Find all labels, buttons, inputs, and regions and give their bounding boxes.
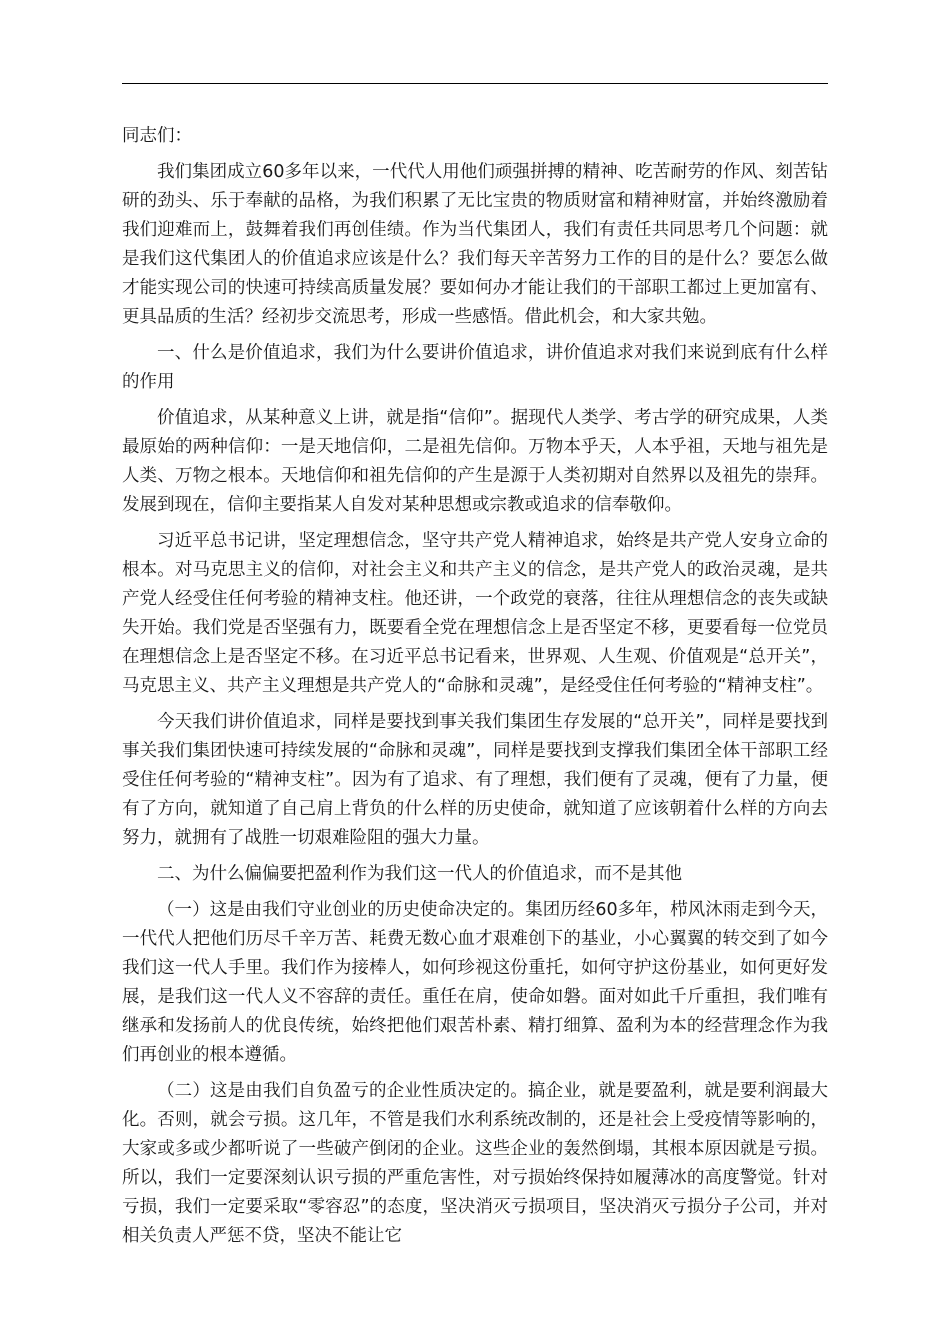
section-heading-2: 二、为什么偏偏要把盈利作为我们这一代人的价值追求，而不是其他 [157, 864, 682, 884]
paragraph-today: 今天我们讲价值追求，同样是要找到事关我们集团生存发展的“总开关”，同样是要找到事关我们集团快速可持续发展的“命脉和灵魂”，同样是要找到支撑我们集团全体干部职工经受住任何考验的“精神支柱”。因为有了追求、有了理想，我们便有了灵魂，便有了力量，便有了方向，就知道了自己肩上背负的什么样的历史使命，就知道了应该朝着什么样的方向去努力，就拥有了战胜一切艰难险阻的强大力量。 [122, 712, 828, 848]
document-body [122, 122, 828, 1258]
section-heading-1: 一、什么是价值追求，我们为什么要讲价值追求，讲价值追求对我们来说到底有什么样的作用 [122, 343, 828, 392]
paragraph-faith: 价值追求，从某种意义上讲，就是指“信仰”。据现代人类学、考古学的研究成果，人类最原始的两种信仰：一是天地信仰，二是祖先信仰。万物本乎天，人本乎祖，天地与祖先是人类、万物之根本。天地信仰和祖先信仰的产生是源于人类初期对自然界以及祖先的崇拜。发展到现在，信仰主要指某人自发对某种思想或宗教或追求的信奉敬仰。 [122, 408, 828, 515]
paragraph-xi-quote: 习近平总书记讲，坚定理想信念，坚守共产党人精神追求，始终是共产党人安身立命的根本。对马克思主义的信仰，对社会主义和共产主义的信念，是共产党人的政治灵魂，是共产党人经受住任何考验的精神支柱。他还讲，一个政党的衰落，往往从理想信念的丧失或缺失开始。我们党是否坚强有力，既要看全党在理想信念上是否坚定不移，更要看每一位党员在理想信念上是否坚定不移。在习近平总书记看来，世界观、人生观、价值观是“总开关”，马克思主义、共产主义理想是共产党人的“命脉和灵魂”，是经受住任何考验的“精神支柱”。 [122, 531, 828, 696]
paragraph-point-1: （一）这是由我们守业创业的历史使命决定的。集团历经60多年，栉风沐雨走到今天，一代代人把他们历尽千辛万苦、耗费无数心血才艰难创下的基业，小心翼翼的转交到了如今我们这一代人手里。我们作为接棒人，如何珍视这份重托，如何守护这份基业，如何更好发展，是我们这一代人义不容辞的责任。重任在肩，使命如磐。面对如此千斤重担，我们唯有继承和发扬前人的优良传统，始终把他们艰苦朴素、精打细算、盈利为本的经营理念作为我们再创业的根本遵循。 [122, 900, 828, 1065]
paragraph-point-2: （二）这是由我们自负盈亏的企业性质决定的。搞企业，就是要盈利，就是要利润最大化。否则，就会亏损。这几年，不管是我们水利系统改制的，还是社会上受疫情等影响的，大家或多或少都听说了一些破产倒闭的企业。这些企业的轰然倒塌，其根本原因就是亏损。所以，我们一定要深刻认识亏损的严重危害性，对亏损始终保持如履薄冰的高度警觉。针对亏损，我们一定要采取“零容忍”的态度，坚决消灭亏损项目，坚决消灭亏损分子公司，并对相关负责人严惩不贷，坚决不能让它 [122, 1081, 828, 1246]
paragraph-intro: 我们集团成立60多年以来，一代代人用他们顽强拼搏的精神、吃苦耐劳的作风、刻苦钻研的劲头、乐于奉献的品格，为我们积累了无比宝贵的物质财富和精神财富，并始终激励着我们迎难而上，鼓舞着我们再创佳绩。作为当代集团人，我们有责任共同思考几个问题：就是我们这代集团人的价值追求应该是什么？我们每天辛苦努力工作的目的是什么？要怎么做才能实现公司的快速可持续高质量发展？要如何办才能让我们的干部职工都过上更加富有、更具品质的生活？经初步交流思考，形成一些感悟。借此机会，和大家共勉。 [122, 162, 828, 327]
header-rule [122, 83, 828, 84]
salutation: 同志们： [122, 126, 192, 146]
